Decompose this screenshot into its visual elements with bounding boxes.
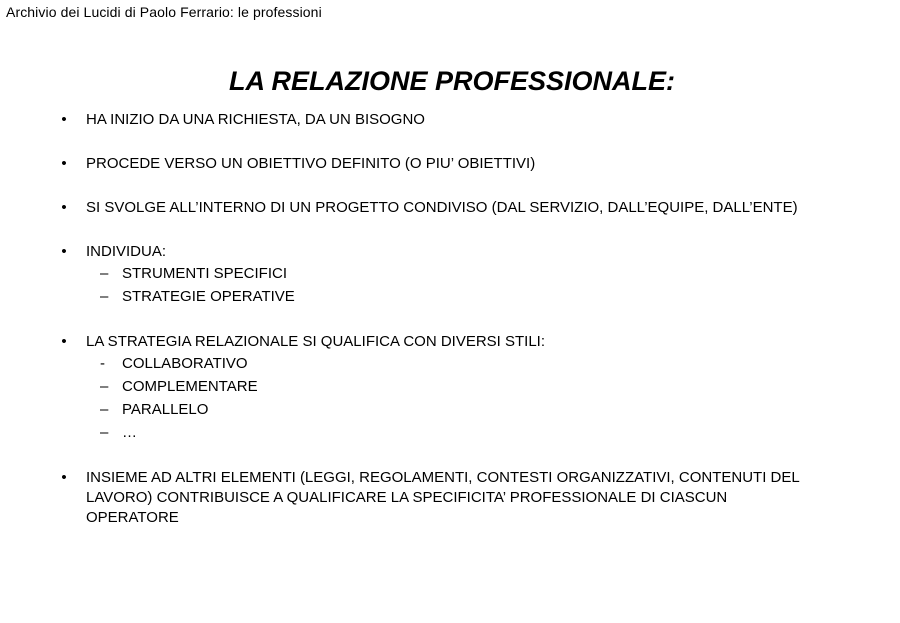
sub-item — [100, 421, 818, 444]
dash-icon: – — [100, 401, 109, 418]
bullet-item — [58, 332, 818, 444]
bullet-item — [58, 198, 818, 218]
bullet-dot-icon: • — [61, 199, 67, 216]
slide-title: LA RELAZIONE PROFESSIONALE: — [228, 66, 675, 96]
bullet-list — [58, 110, 818, 552]
dash-icon: – — [100, 288, 109, 305]
sub-item — [100, 375, 818, 398]
bullet-text: PROCEDE VERSO UN OBIETTIVO DEFINITO (O PIU’ OBIETTIVI) — [86, 155, 536, 172]
sub-list — [86, 262, 818, 308]
bullet-dot-icon: • — [61, 469, 67, 486]
bullet-dot-icon: • — [61, 333, 67, 350]
bullet-dot-icon: • — [61, 155, 67, 172]
dash-icon: - — [100, 355, 105, 372]
dash-icon: – — [100, 424, 109, 441]
sub-item-text: COLLABORATIVO — [122, 355, 248, 372]
sub-item-text: … — [122, 424, 137, 441]
header-caption: Archivio dei Lucidi di Paolo Ferrario: le professioni — [6, 4, 322, 20]
dash-icon: – — [100, 378, 109, 395]
sub-item-text: STRATEGIE OPERATIVE — [122, 288, 295, 305]
bullet-text: HA INIZIO DA UNA RICHIESTA, DA UN BISOGNO — [86, 111, 425, 128]
sub-item-text: COMPLEMENTARE — [122, 378, 258, 395]
bullet-item — [58, 242, 818, 308]
bullet-dot-icon: • — [61, 111, 67, 128]
bullet-text: INSIEME AD ALTRI ELEMENTI (LEGGI, REGOLAMENTI, CONTESTI ORGANIZZATIVI, CONTENUTI DEL LAVORO) CONTRIBUISCE A QUALIFICARE LA SPECIFICITA’ PROFESSIONALE DI CIASCUN OPERATORE — [86, 469, 800, 526]
bullet-dot-icon: • — [61, 243, 67, 260]
sub-item — [100, 262, 818, 285]
sub-item-text: STRUMENTI SPECIFICI — [122, 265, 288, 282]
sub-item — [100, 398, 818, 421]
sub-list — [86, 352, 818, 444]
bullet-text: INDIVIDUA: — [86, 243, 167, 260]
bullet-text: LA STRATEGIA RELAZIONALE SI QUALIFICA CON DIVERSI STILI: — [86, 333, 546, 350]
sub-item — [100, 285, 818, 308]
sub-item — [100, 352, 818, 375]
bullet-item — [58, 468, 818, 528]
sub-item-text: PARALLELO — [122, 401, 209, 418]
bullet-item — [58, 110, 818, 130]
bullet-text: SI SVOLGE ALL’INTERNO DI UN PROGETTO CONDIVISO (DAL SERVIZIO, DALL’EQUIPE, DALL’ENTE) — [86, 199, 798, 216]
dash-icon: – — [100, 265, 109, 282]
bullet-item — [58, 154, 818, 174]
